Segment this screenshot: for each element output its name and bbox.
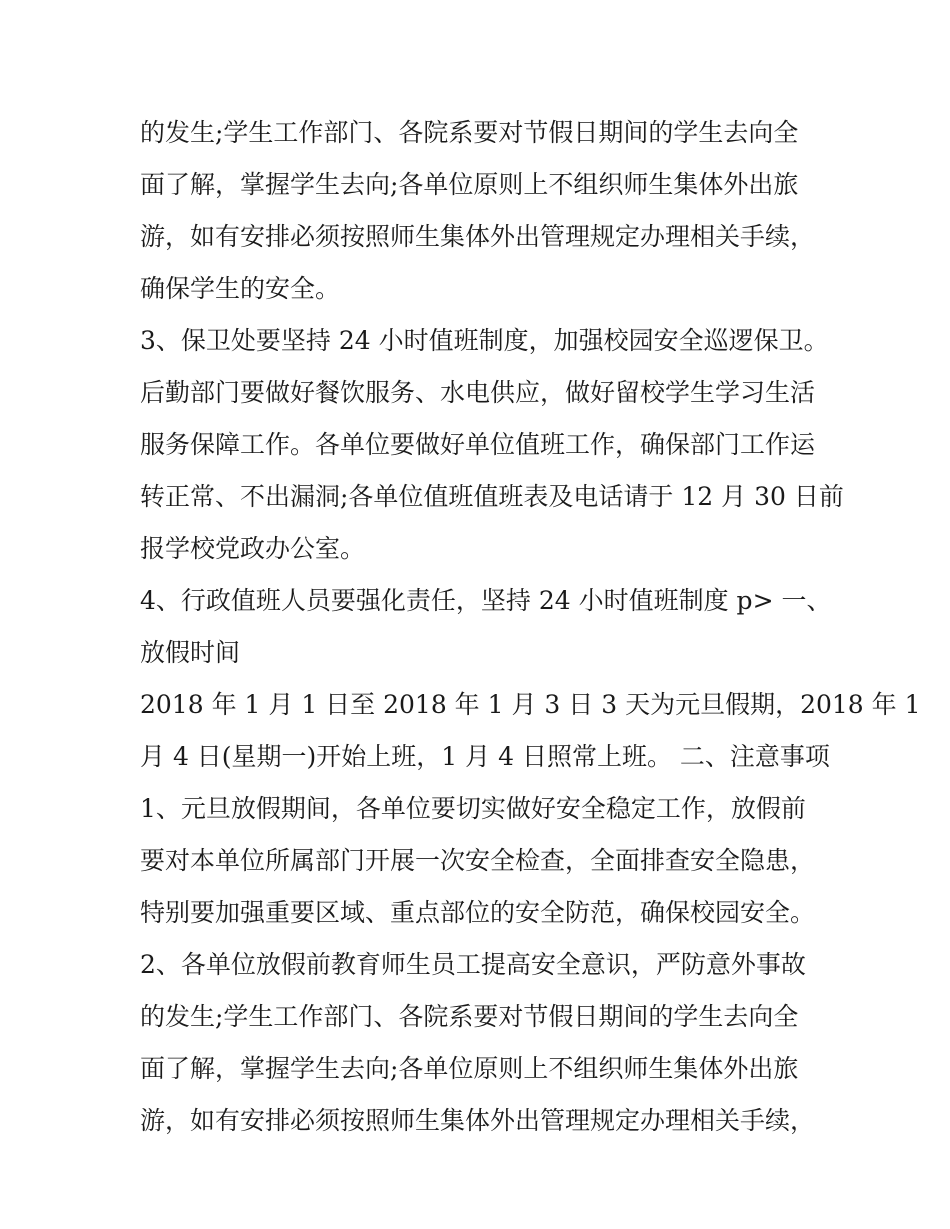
text-line: 特别要加强重要区域、重点部位的安全防范，确保校园安全。 [140,898,816,927]
text-line: 2018 年 1 月 1 日至 2018 年 1 月 3 日 3 天为元旦假期，2018 年 1 [140,690,921,719]
text-line: 4、行政值班人员要强化责任，坚持 24 小时值班制度 p> 一、 [140,586,832,615]
text-line: 放假时间 [140,638,241,667]
text-line: 1、元旦放假期间，各单位要切实做好安全稳定工作，放假前 [140,794,806,823]
text-line: 的发生;学生工作部门、各院系要对节假日期间的学生去向全 [140,1002,799,1031]
text-line: 报学校党政办公室。 [140,534,366,563]
text-line: 服务保障工作。各单位要做好单位值班工作，确保部门工作运 [140,430,816,459]
text-line: 转正常、不出漏洞;各单位值班值班表及电话请于 12 月 30 日前 [140,482,844,511]
text-line: 游，如有安排必须按照师生集体外出管理规定办理相关手续， [140,222,816,251]
text-line: 面了解，掌握学生去向;各单位原则上不组织师生集体外出旅 [140,1054,799,1083]
text-line: 3、保卫处要坚持 24 小时值班制度，加强校园安全巡逻保卫。 [140,326,829,355]
body-text [140,107,921,1147]
text-line: 后勤部门要做好餐饮服务、水电供应，做好留校学生学习生活 [140,378,816,407]
text-line: 确保学生的安全。 [140,274,341,303]
text-line: 2、各单位放假前教育师生员工提高安全意识，严防意外事故 [140,950,806,979]
text-line: 游，如有安排必须按照师生集体外出管理规定办理相关手续， [140,1106,816,1135]
text-line: 的发生;学生工作部门、各院系要对节假日期间的学生去向全 [140,118,799,147]
text-line: 面了解，掌握学生去向;各单位原则上不组织师生集体外出旅 [140,170,799,199]
text-line: 要对本单位所属部门开展一次安全检查，全面排查安全隐患， [140,846,816,875]
text-line: 月 4 日(星期一)开始上班，1 月 4 日照常上班。 二、注意事项 [140,742,830,771]
